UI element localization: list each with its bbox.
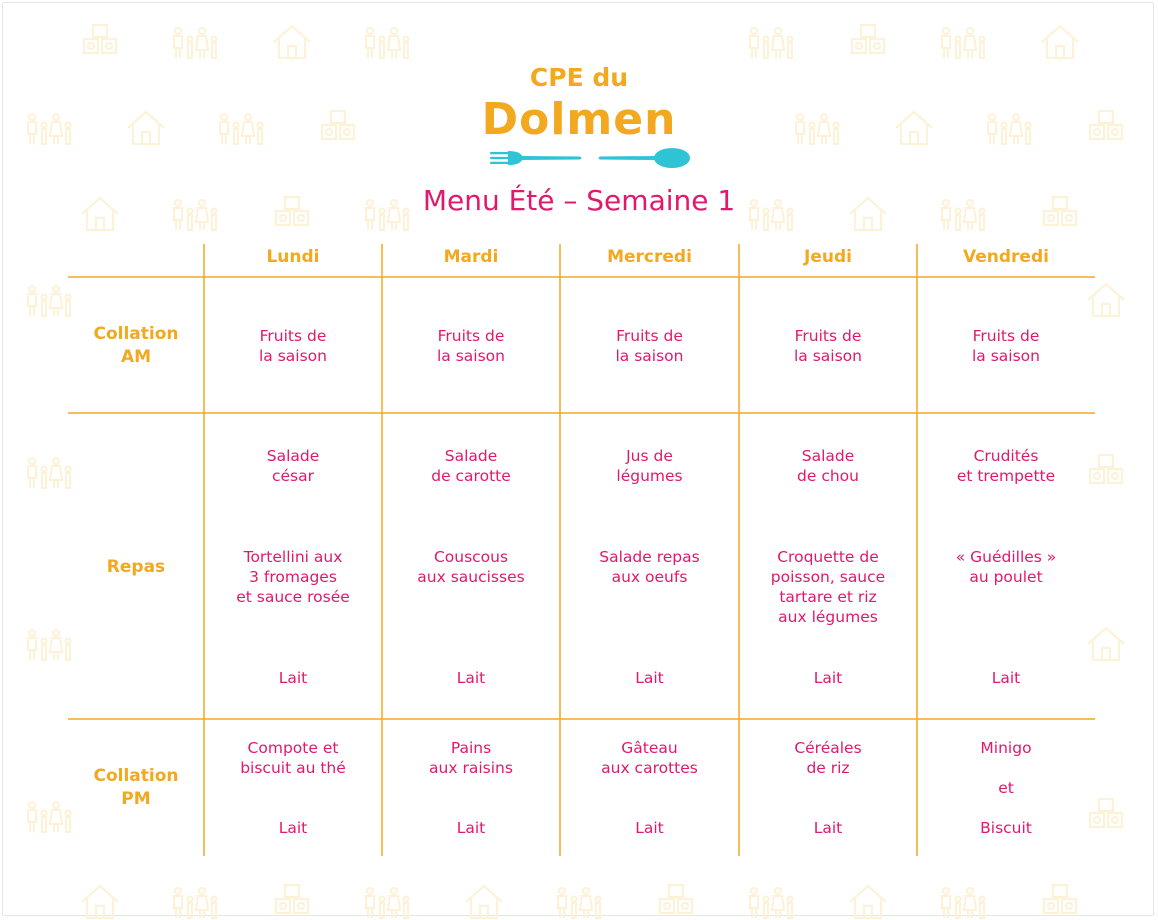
repas-plat-vendredi: « Guédilles » au poulet — [955, 548, 1057, 586]
logo-main-text: Dolmen — [481, 94, 677, 145]
logo-top-text: CPE du — [529, 63, 629, 92]
day-header-mardi: Mardi — [443, 247, 499, 267]
pm-snack-lundi: Compote et biscuit au thé — [240, 739, 346, 777]
pm-boisson-vendredi: Biscuit — [980, 819, 1032, 837]
am-snack-mardi: Fruits de la saison — [437, 327, 505, 365]
pm-snack-jeudi: Céréales de riz — [794, 739, 862, 777]
am-snack-mercredi: Fruits de la saison — [615, 327, 684, 365]
day-header-lundi: Lundi — [266, 247, 320, 267]
pm-snack-mardi: Pains aux raisins — [429, 739, 513, 777]
pm-snack-vendredi: Minigo — [980, 739, 1032, 757]
am-snack-vendredi: Fruits de la saison — [972, 327, 1040, 365]
row-label-repas: Repas — [106, 557, 166, 577]
pm-boisson-mercredi: Lait — [635, 819, 664, 837]
repas-plat-mardi: Couscous aux saucisses — [417, 548, 525, 586]
repas-plat-mercredi: Salade repas aux oeufs — [599, 548, 700, 586]
pm-boisson-jeudi: Lait — [813, 819, 843, 837]
pm-snack-mercredi: Gâteau aux carottes — [601, 739, 698, 777]
pm-boisson-lundi: Lait — [278, 819, 308, 837]
day-header-vendredi: Vendredi — [963, 247, 1049, 267]
repas-plat-jeudi: Croquette de poisson, sauce tartare et riz aux légumes — [770, 548, 886, 626]
repas-entree-mardi: Salade de carotte — [431, 447, 511, 485]
row-label-collation-pm: Collation PM — [93, 766, 179, 809]
repas-entree-jeudi: Salade de chou — [797, 447, 859, 485]
repas-boisson-mardi: Lait — [456, 669, 486, 687]
row-label-collation-am: Collation AM — [93, 324, 179, 367]
repas-boisson-vendredi: Lait — [991, 669, 1021, 687]
repas-boisson-jeudi: Lait — [813, 669, 843, 687]
am-snack-jeudi: Fruits de la saison — [794, 327, 862, 365]
repas-boisson-mercredi: Lait — [635, 669, 664, 687]
repas-entree-mercredi: Jus de légumes — [616, 447, 683, 485]
pm-middle-vendredi: et — [998, 779, 1014, 797]
repas-plat-lundi: Tortellini aux 3 fromages et sauce rosée — [236, 548, 350, 606]
repas-entree-lundi: Salade césar — [266, 447, 320, 485]
menu-title: Menu Été – Semaine 1 — [422, 184, 736, 217]
day-header-mercredi: Mercredi — [607, 247, 692, 267]
day-header-jeudi: Jeudi — [804, 247, 852, 267]
am-snack-lundi: Fruits de la saison — [259, 327, 327, 365]
pm-boisson-mardi: Lait — [456, 819, 486, 837]
repas-boisson-lundi: Lait — [278, 669, 308, 687]
repas-entree-vendredi: Crudités et trempette — [956, 447, 1056, 485]
